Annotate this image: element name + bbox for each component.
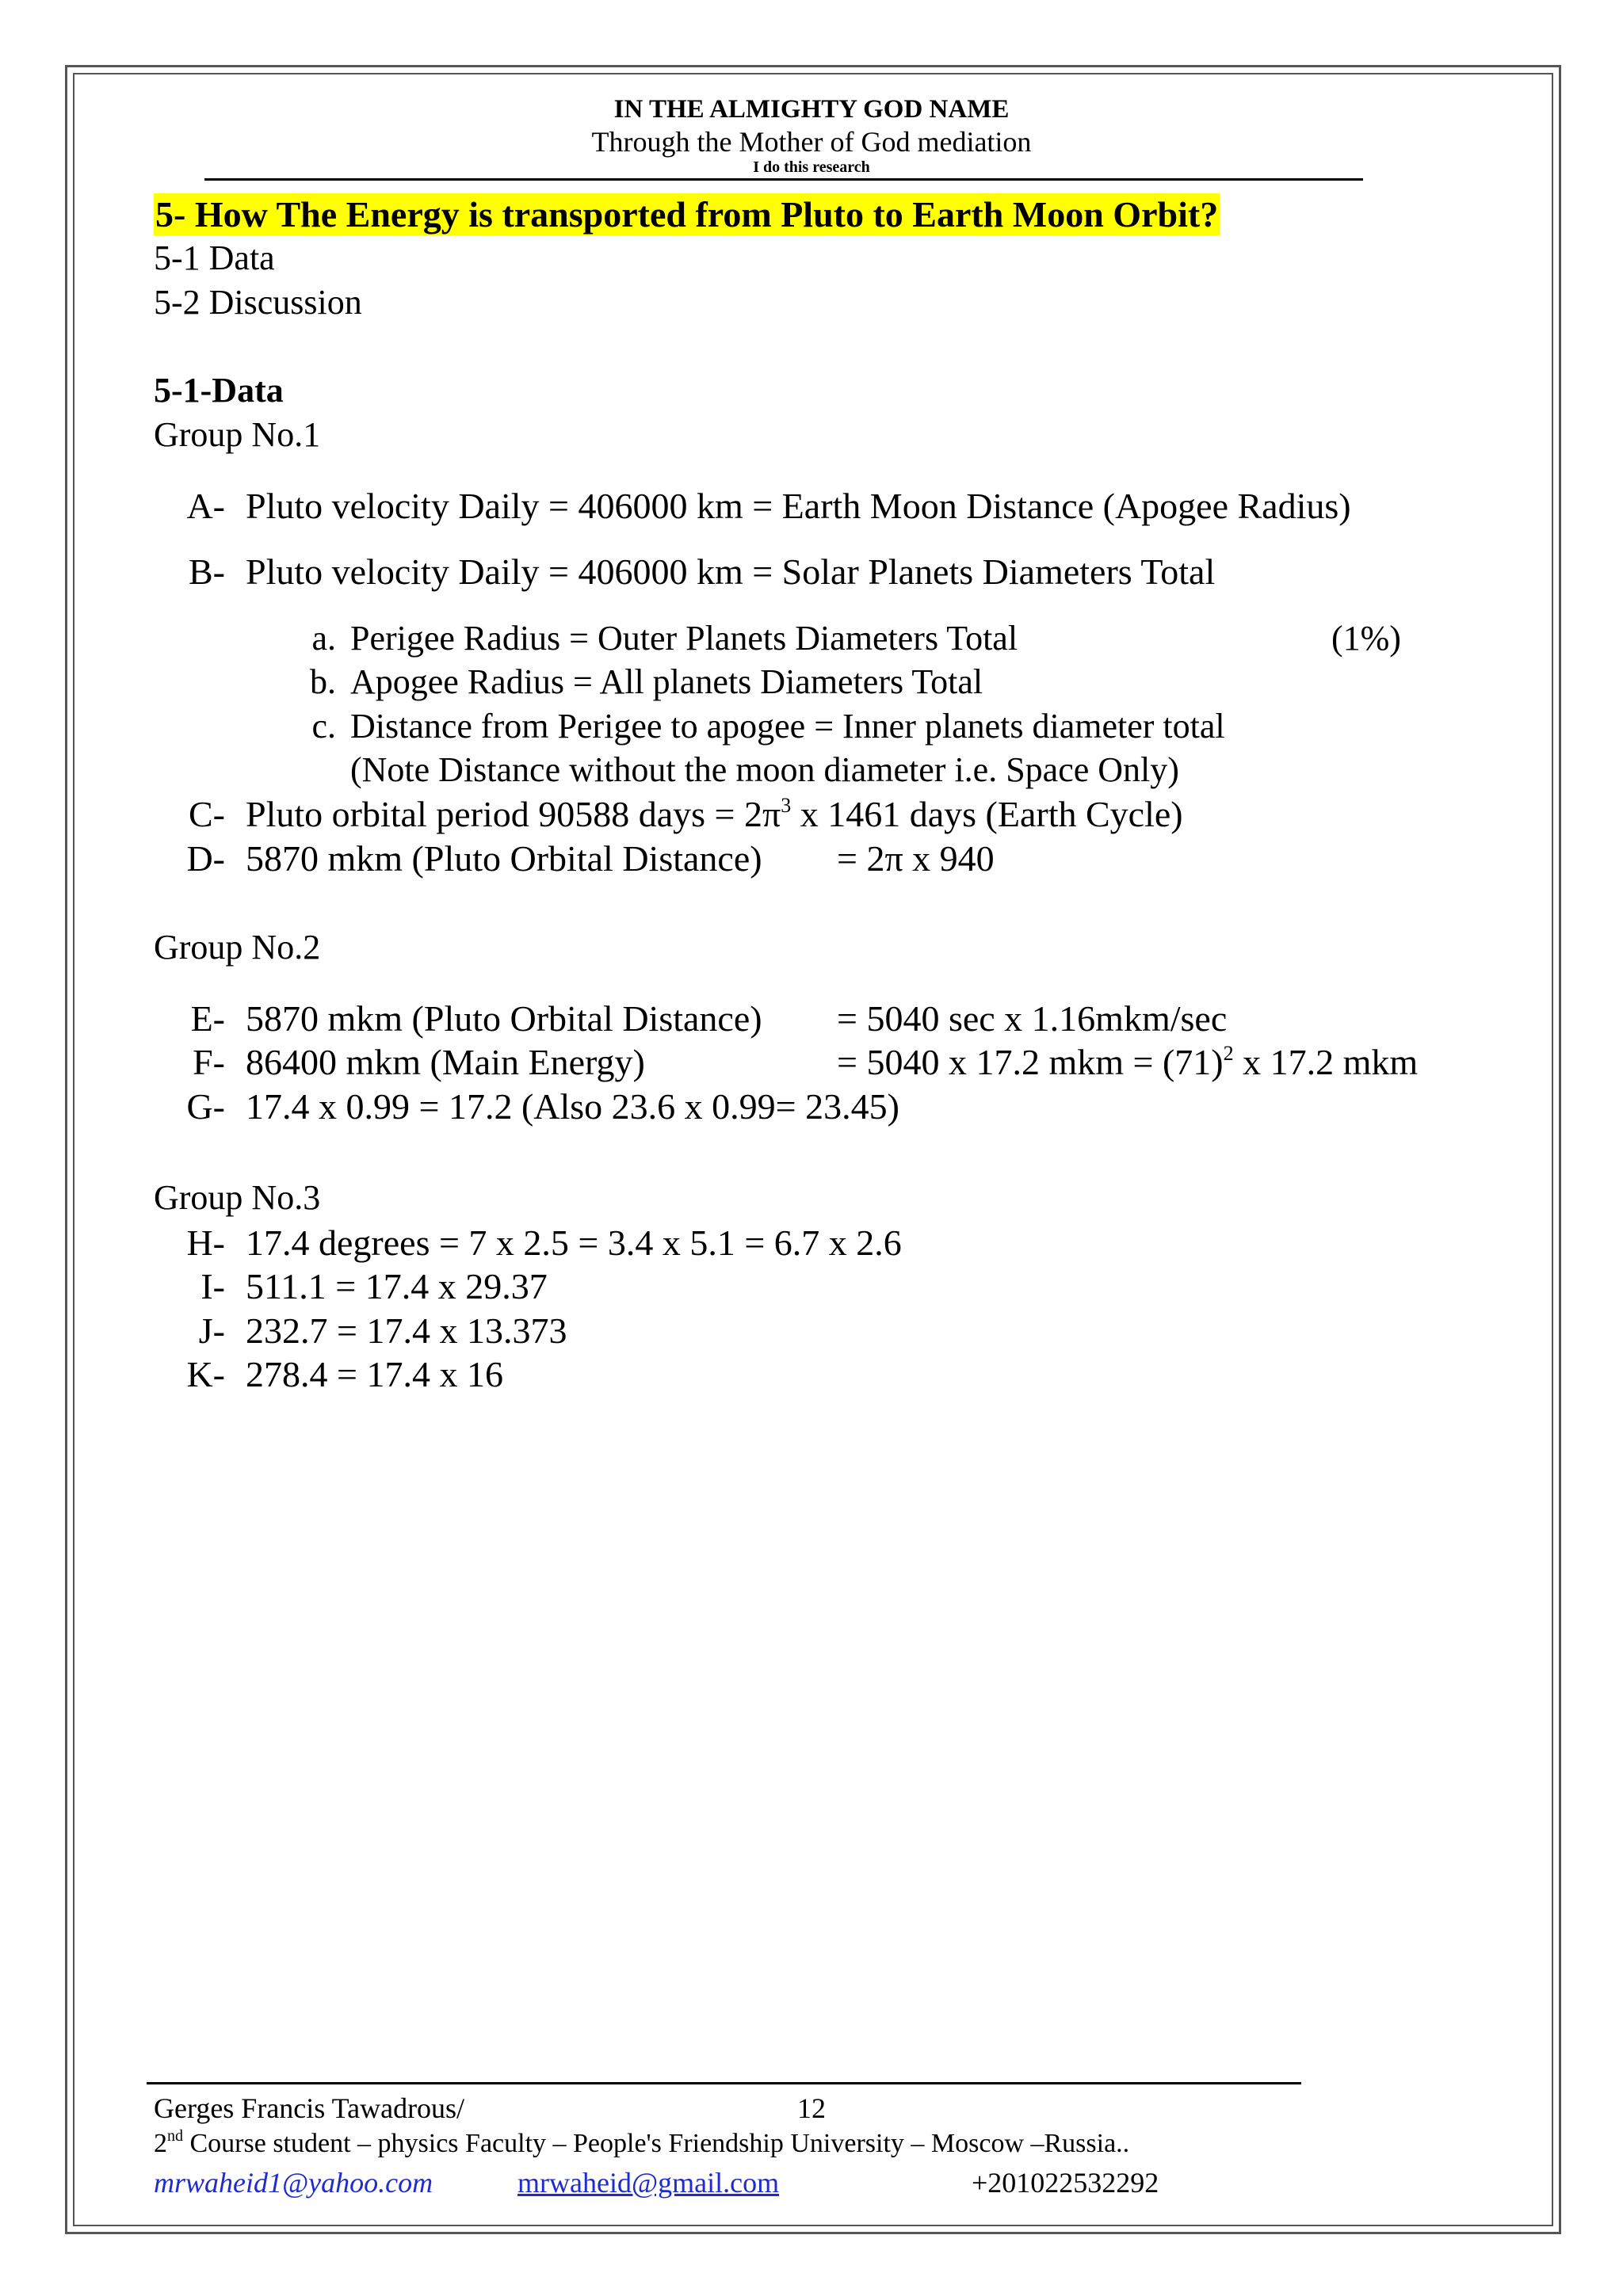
subitem-note: (1%) (1331, 619, 1401, 658)
item-marker: G- (186, 1086, 225, 1127)
subitem-text: Perigee Radius = Outer Planets Diameters Total (350, 619, 1018, 658)
item-right: = 5040 sec x 1.16mkm/sec (837, 998, 1228, 1039)
toc-item-data: 5-1 Data (154, 238, 275, 277)
group1-item-a (154, 485, 1351, 527)
header-rule (204, 178, 1363, 181)
group1-item-c (154, 793, 1183, 835)
subitem-text: Distance from Perigee to apogee = Inner planets diameter total (350, 707, 1225, 746)
subitem-marker: b. (310, 662, 336, 701)
header-subtitle: Through the Mother of God mediation (591, 126, 1032, 158)
item-text: 17.4 x 0.99 = 17.2 (Also 23.6 x 0.99= 23.45) (246, 1086, 899, 1127)
item-marker: F- (193, 1042, 225, 1082)
item-marker: E- (190, 998, 225, 1039)
group2-label: Group No.2 (154, 928, 321, 967)
group1-item-d (154, 837, 995, 879)
footer-course (154, 2129, 1129, 2159)
item-left: 86400 mkm (Main Energy) (246, 1042, 645, 1082)
item-marker: B- (189, 551, 225, 592)
item-superscript: 2 (1223, 1042, 1234, 1065)
item-text: Pluto velocity Daily = 406000 km = Earth Moon Distance (Apogee Radius) (246, 486, 1351, 526)
group2-item-e (154, 997, 1227, 1039)
group3-item-j (154, 1310, 567, 1352)
header-title: IN THE ALMIGHTY GOD NAME (613, 95, 1010, 124)
item-marker: K- (186, 1354, 225, 1394)
email-link-yahoo[interactable]: mrwaheid1@yahoo.com (154, 2167, 433, 2199)
item-marker: D- (186, 838, 225, 879)
item-text: 17.4 degrees = 7 x 2.5 = 3.4 x 5.1 = 6.7 x 2.6 (246, 1222, 902, 1263)
footer-phone: +201022532292 (972, 2167, 1159, 2199)
footer-rule (147, 2082, 1301, 2084)
group3-item-h (154, 1222, 902, 1264)
group2-item-f (154, 1041, 1418, 1083)
item-marker: J- (198, 1310, 225, 1351)
group1-label: Group No.1 (154, 415, 321, 454)
item-text: 511.1 = 17.4 x 29.37 (246, 1266, 548, 1306)
item-right-tail: x 17.2 mkm (1233, 1042, 1419, 1082)
page-border-inner (73, 73, 1553, 2226)
page-number: 12 (797, 2092, 826, 2124)
group2-item-g (154, 1085, 899, 1127)
item-marker: H- (186, 1222, 225, 1263)
course-number: 2 (154, 2129, 167, 2158)
item-superscript: 3 (781, 794, 792, 817)
footer-author: Gerges Francis Tawadrous/ (154, 2092, 465, 2124)
item-text-tail: x 1461 days (Earth Cycle) (791, 794, 1183, 834)
course-text: Course student – physics Faculty – People's Friendship University – Moscow –Russia.. (183, 2129, 1130, 2158)
item-text: 278.4 = 17.4 x 16 (246, 1354, 503, 1394)
email-link-gmail[interactable]: mrwaheid@gmail.com (517, 2167, 780, 2199)
item-left: 5870 mkm (Pluto Orbital Distance) (246, 998, 762, 1039)
group1-subitem-c (303, 706, 1225, 746)
subitem-marker: c. (311, 707, 336, 746)
subitem-text: Apogee Radius = All planets Diameters Total (350, 662, 983, 701)
item-right: = 5040 x 17.2 mkm = (71) (837, 1042, 1224, 1082)
item-left: 5870 mkm (Pluto Orbital Distance) (246, 838, 762, 879)
item-right: = 2π x 940 (837, 838, 995, 879)
header-note: I do this research (753, 158, 870, 176)
group3-item-k (154, 1353, 503, 1395)
subitem-marker: a. (311, 619, 336, 658)
item-text: Pluto velocity Daily = 406000 km = Solar Planets Diameters Total (246, 551, 1216, 592)
group3-item-i (154, 1265, 548, 1307)
item-text: Pluto orbital period 90588 days = 2π (246, 794, 781, 834)
toc-item-discussion: 5-2 Discussion (154, 283, 362, 322)
section-heading: 5-1-Data (154, 371, 284, 410)
group1-item-b (154, 551, 1215, 593)
section-title: 5- How The Energy is transported from Pluto to Earth Moon Orbit? (155, 194, 1219, 235)
item-text: 232.7 = 17.4 x 13.373 (246, 1310, 567, 1351)
group1-subitem-a (303, 618, 1018, 658)
item-marker: C- (189, 794, 225, 834)
group1-subitem-b (303, 662, 983, 702)
group1-subitem-note: (Note Distance without the moon diameter i.e. Space Only) (350, 750, 1179, 789)
item-marker: I- (200, 1266, 225, 1306)
group3-label: Group No.3 (154, 1178, 321, 1217)
course-superscript: nd (167, 2127, 183, 2145)
item-marker: A- (186, 486, 225, 526)
